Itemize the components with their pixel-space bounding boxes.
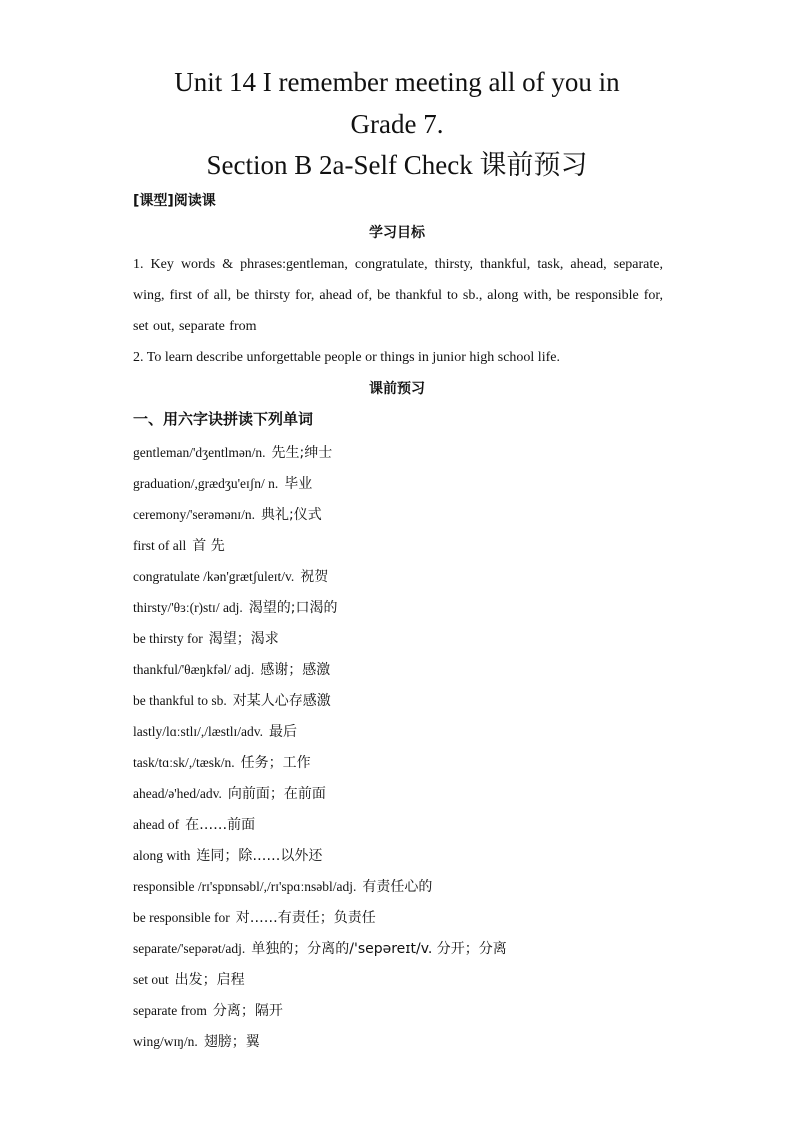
vocab-meaning: 有责任心的 — [362, 879, 433, 895]
vocab-word: along with — [133, 848, 191, 863]
vocab-word: responsible /rɪ'spɒnsəbl/,/rɪ'spɑːnsəbl/adj. — [133, 879, 357, 894]
vocab-item — [133, 871, 507, 902]
vocab-item — [133, 592, 507, 623]
vocab-word: thirsty/'θɜː(r)stɪ/ adj. — [133, 600, 243, 615]
vocab-item — [133, 995, 507, 1026]
vocab-meaning: 单独的；分离的/'sepəreɪt/v. 分开；分离 — [251, 941, 507, 957]
vocab-item — [133, 654, 507, 685]
vocab-item — [133, 499, 507, 530]
vocab-meaning: 对某人心存感激 — [232, 693, 331, 709]
learning-goal-2: 2. To learn describe unforgettable people or things in junior high school life. — [133, 350, 560, 365]
vocab-word: ceremony/'serəmənɪ/n. — [133, 507, 256, 522]
vocab-word: wing/wɪŋ/n. — [133, 1034, 198, 1049]
vocab-meaning: 最后 — [268, 724, 297, 740]
vocab-meaning: 先生;绅士 — [271, 445, 333, 461]
vocab-item — [133, 809, 507, 840]
vocab-meaning: 出发；启程 — [174, 972, 245, 988]
vocabulary-list — [133, 437, 507, 1057]
lesson-type-label: [课型]阅读课 — [133, 193, 216, 209]
preview-heading: 课前预习 — [369, 381, 425, 397]
vocab-item — [133, 964, 507, 995]
vocab-word: lastly/lɑːstlɪ/,/læstlɪ/adv. — [133, 724, 263, 739]
vocab-word: gentleman/'dʒentlmən/n. — [133, 445, 266, 460]
vocab-word: graduation/,grædʒu'eɪʃn/ n. — [133, 476, 279, 491]
vocab-item — [133, 530, 507, 561]
vocab-meaning: 翅膀；翼 — [203, 1034, 260, 1050]
vocab-word: separate/'sepərət/adj. — [133, 941, 246, 956]
document-title-line-2: Grade 7. — [350, 109, 444, 139]
vocab-word: task/tɑːsk/,/tæsk/n. — [133, 755, 235, 770]
vocab-word: ahead/ə'hed/adv. — [133, 786, 222, 801]
vocab-meaning: 任务；工作 — [240, 755, 311, 771]
vocab-word: be thirsty for — [133, 631, 203, 646]
vocab-meaning: 在……前面 — [185, 817, 256, 833]
vocab-word: ahead of — [133, 817, 180, 832]
vocab-item — [133, 468, 507, 499]
vocab-word: thankful/'θæŋkfəl/ adj. — [133, 662, 255, 677]
vocab-word: set out — [133, 972, 169, 987]
vocab-meaning: 对……有责任；负责任 — [235, 910, 376, 926]
vocab-item — [133, 1026, 507, 1057]
vocab-meaning: 向前面；在前面 — [227, 786, 326, 802]
section-1-title: 一、用六字诀拼读下列单词 — [133, 410, 314, 428]
vocab-meaning: 感谢；感激 — [260, 662, 331, 678]
vocab-item — [133, 747, 507, 778]
vocab-word: be responsible for — [133, 910, 230, 925]
vocab-word: congratulate /kən'grætʃuleɪt/v. — [133, 569, 295, 584]
vocab-item — [133, 840, 507, 871]
vocab-item — [133, 685, 507, 716]
vocab-meaning: 渴望；渴求 — [208, 631, 279, 647]
vocab-word: first of all — [133, 538, 187, 553]
vocab-item — [133, 933, 507, 964]
vocab-meaning: 典礼;仪式 — [261, 507, 322, 523]
vocab-item — [133, 778, 507, 809]
vocab-meaning: 毕业 — [284, 476, 313, 492]
learning-goals-heading: 学习目标 — [369, 225, 425, 241]
vocab-word: separate from — [133, 1003, 207, 1018]
vocab-item — [133, 623, 507, 654]
document-title-line-1: Unit 14 I remember meeting all of you in — [174, 67, 620, 97]
vocab-item — [133, 716, 507, 747]
vocab-meaning: 渴望的;口渴的 — [248, 600, 338, 616]
vocab-item — [133, 561, 507, 592]
document-title-line-3: Section B 2a-Self Check 课前预习 — [206, 150, 588, 180]
learning-goal-1: 1. Key words & phrases:gentleman, congratulate, thirsty, thankful, task, ahead, separate, wing, first of all, be thirsty for, ahead of, be thankful to sb., along with, be responsible for, set out, separate from — [133, 257, 663, 334]
vocab-item — [133, 437, 507, 468]
vocab-meaning: 首 先 — [192, 538, 225, 554]
vocab-meaning: 分离；隔开 — [212, 1003, 283, 1019]
vocab-word: be thankful to sb. — [133, 693, 227, 708]
vocab-item — [133, 902, 507, 933]
vocab-meaning: 祝贺 — [300, 569, 329, 585]
vocab-meaning: 连同；除……以外还 — [196, 848, 323, 864]
